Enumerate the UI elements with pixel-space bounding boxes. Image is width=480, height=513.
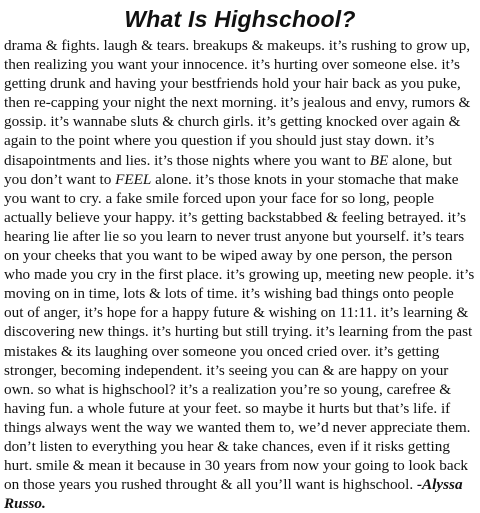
body-segment-italic-feel: FEEL: [115, 170, 152, 188]
body-segment: alone. it’s those knots in your stomache that make you want to cry. a fake smile forced upon your face for so long, people actually believe your happy. it’s getting backstabbed & feeling betrayed. it’s hearing lie after lie so you learn to never trust anyone but yourself. it’s tears on your cheeks that you want to be wiped away by one person, the person who made you cry in the first place. it’s growing up, meeting new people. it’s moving on in time, lots & lots of time. it’s wishing bad things onto people out of anger, it’s hope for a happy future & wishing on 11:11. it’s learning & discovering new things. it’s hurting but still trying. it’s learning from the past mistakes & its laughing over someone you onced cried over. it’s getting stronger, becoming independent. it’s seeing you can & are happy on your own. so what is highschool? it’s a realization you’re so young, carefree & having fun. a whole future at your feet. so maybe it hurts but that’s life. if things always went the way we wanted them to, we’d never appreciate them. don’t listen to everything you hear & take chances, even if it risks getting hurt. smile & mean it because in 30 years from now your going to look back on those years you rushed throught & all you’ll want is highschool.: [4, 170, 475, 494]
document-body: [4, 36, 476, 513]
body-segment-italic-be: BE: [369, 151, 389, 169]
document-title: What Is Highschool?: [124, 6, 356, 32]
body-segment: alone, but you don’t want to: [4, 151, 452, 188]
body-segment: drama & fights. laugh & tears. breakups & makeups. it’s rushing to grow up, then realizing you want your innocence. it’s hurting over someone else. it’s getting drunk and having your bestfriends hold your hair back as you puke, then re-capping your night the next morning. it’s jealous and envy, rumors & gossip. it’s wannabe sluts & church girls. it’s getting knocked over again & again to the point where you question if you should just stay down. it’s disapointments and lies. it’s those nights where you want to: [4, 37, 471, 169]
author-signature: -Alyssa Russo.: [4, 476, 463, 513]
